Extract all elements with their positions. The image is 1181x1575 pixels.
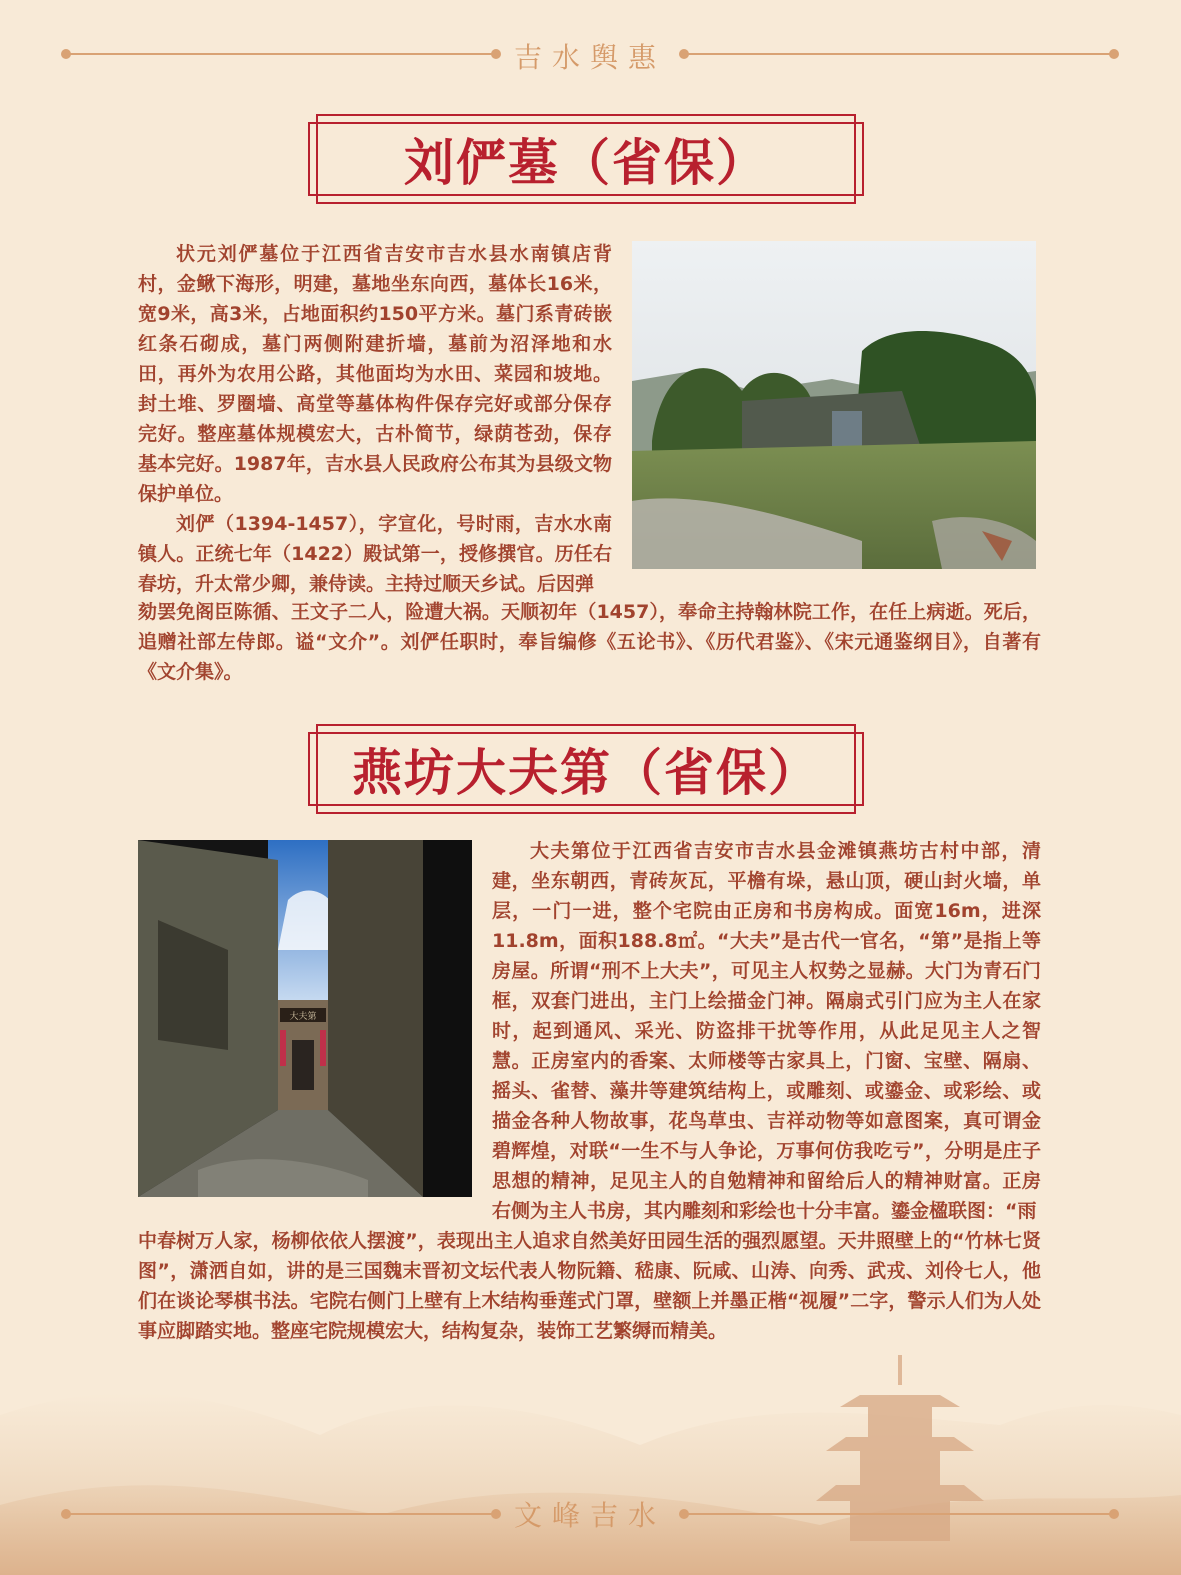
section2-text-bottom — [138, 1226, 1041, 1346]
section2-paragraph1-start: 大夫第位于江西省吉安市吉水县金滩镇燕坊古村中部，清建，坐东朝西，青砖灰瓦，平檐有垛，悬山顶，硬山封火墙，单层，一门一进，整个宅院由正房和书房构成。面宽16m，进深11.8m，面积188.8㎡。“大夫”是古代一官名，“第”是指上等房屋。所谓“刑不上大夫”，可见主人权势之显赫。大门为青石门框，双套门进出，主门上绘描金门神。隔扇式引门应为主人在家时，起到通风、采光、防盗排干扰等作用，从此足见主人之智慧。正房室内的香案、太师楼等古家具上，门窗、宝壁、隔扇、摇头、雀替、藻井等建筑结构上，或雕刻、或鎏金、或彩绘、或描金各种人物故事，花鸟草虫、吉祥动物等如意图案，真可谓金碧辉煌，对联“一生不与人争论，万事何仿我吃亏”，分明是庄子思想的精神，足见主人的自勉精神和留给后人的精神财富。正房右侧为主人书房，其内雕刻和彩绘也十分丰富。鎏金楹联图：“雨 — [492, 840, 1041, 1222]
header-rule-left — [66, 53, 496, 55]
footer-rule-left — [66, 1513, 496, 1515]
section1-title-box — [316, 114, 856, 204]
section2-title: 燕坊大夫第（省保） — [352, 744, 820, 802]
section1-paragraph2-start: 刘俨（1394-1457），字宣化，号时雨，吉水水南镇人。正统七年（1422）殿试第一，授修撰官。历任右春坊，升太常少卿，兼侍读。主持过顺天乡试。后因弹 — [138, 513, 612, 595]
header-seal-text: 吉水舆惠 — [513, 41, 666, 74]
alley-plaque: 大夫第 — [289, 1012, 317, 1022]
section2-title-box — [316, 724, 856, 814]
section1-text-top — [138, 239, 612, 599]
footer-rule-right — [684, 1513, 1114, 1515]
tomb-photo — [632, 241, 1036, 569]
footer-seal-text: 文峰吉水 — [513, 1499, 666, 1532]
section1-title: 刘俨墓（省保） — [404, 134, 768, 192]
landscape-decoration — [0, 1355, 1181, 1575]
section2-text-right — [492, 836, 1041, 1226]
section2-paragraph1-end: 中春树万人家，杨柳依依人摆渡”，表现出主人追求自然美好田园生活的强烈愿望。天井照壁上的“竹林七贤图”，潇洒自如，讲的是三国魏末晋初文坛代表人物阮籍、嵇康、阮咸、山涛、向秀、武戎、刘伶七人，他们在谈论琴棋书法。宅院右侧门上壁有上木结构垂莲式门罩，壁额上并墨正楷“视履”二字，警示人们为人处事应脚踏实地。整座宅院规模宏大，结构复杂，装饰工艺繁缛而精美。 — [138, 1230, 1041, 1342]
section1-paragraph1: 状元刘俨墓位于江西省吉安市吉水县水南镇店背村，金鳅下海形，明建，墓地坐东向西，墓体长16米，宽9米，高3米，占地面积约150平方米。墓门系青砖嵌红条石砌成，墓门两侧附建折墙，墓前为沼泽地和水田，再外为农用公路，其他面均为水田、菜园和坡地。封土堆、罗圈墙、高堂等墓体构件保存完好或部分保存完好。整座墓体规模宏大，古朴简节，绿荫苍劲，保存基本完好。1987年，吉水县人民政府公布其为县级文物保护单位。 — [138, 243, 612, 505]
header-rule-right — [684, 53, 1114, 55]
section1-paragraph2-end: 劾罢免阁臣陈循、王文子二人，险遭大祸。天顺初年（1457），奉命主持翰林院工作，在任上病逝。死后，追赠社部左侍郎。谥“文介”。刘俨任职时，奉旨编修《五论书》、《历代君鉴》、《宋元通鉴纲目》，自著有《文介集》。 — [138, 601, 1041, 683]
alley-photo — [138, 840, 472, 1197]
section1-text-bottom — [138, 597, 1041, 687]
